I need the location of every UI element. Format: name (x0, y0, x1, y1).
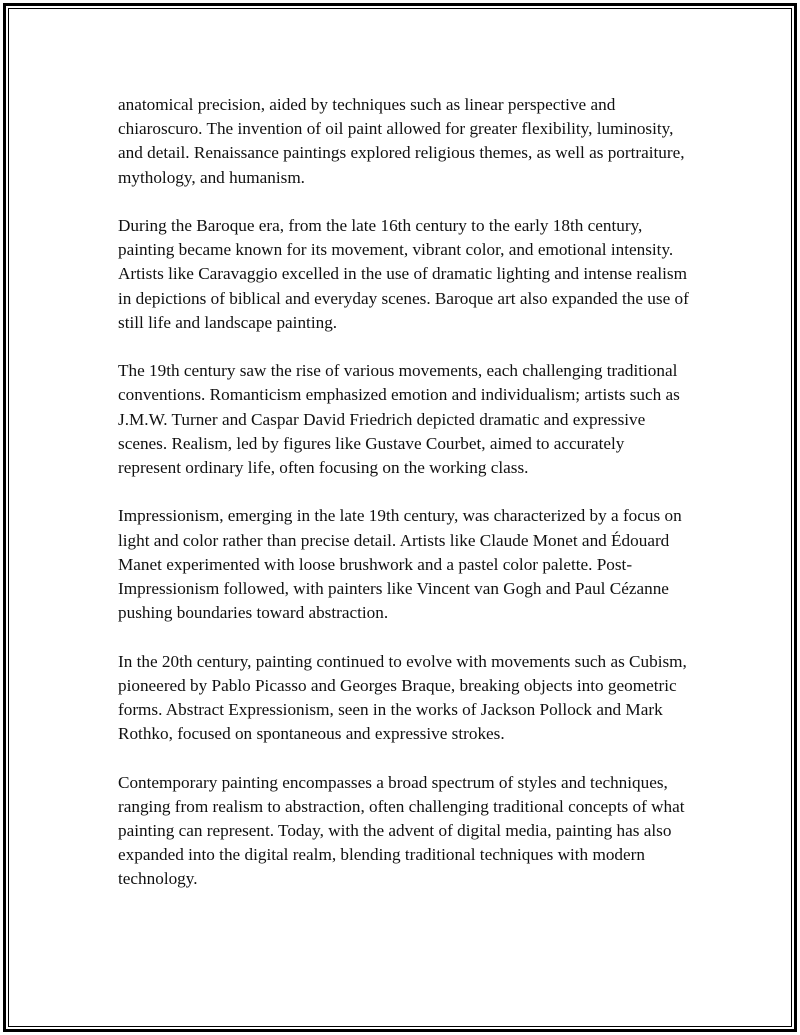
paragraph-renaissance: anatomical precision, aided by techniques such as linear perspective and chiaroscuro. The invention of oil paint allowed for greater flexibility, luminosity, and detail. Renaissance paintings explored religious themes, as well as portraiture, mythology, and humanism. (118, 95, 685, 187)
paragraph-19th-century: The 19th century saw the rise of various movements, each challenging traditional conventions. Romanticism emphasized emotion and individualism; artists such as J.M.W. Turner and Caspar David Friedrich depicted dramatic and expressive scenes. Realism, led by figures like Gustave Courbet, aimed to accurately represent ordinary life, often focusing on the working class. (118, 361, 680, 478)
paragraph-contemporary: Contemporary painting encompasses a broad spectrum of styles and techniques, ranging from realism to abstraction, often challenging traditional concepts of what painting can represent. Today, with the advent of digital media, painting has also expanded into the digital realm, blending traditional techniques with modern technology. (118, 772, 685, 889)
paragraph-impressionism: Impressionism, emerging in the late 19th century, was characterized by a focus on light and color rather than precise detail. Artists like Claude Monet and Édouard Manet experimented with loose brushwork and a pastel color palette. Post-Impressionism followed, with painters like Vincent van Gogh and Paul Cézanne pushing boundaries toward abstraction. (118, 506, 682, 623)
document-body (118, 93, 690, 916)
paragraph-baroque: During the Baroque era, from the late 16th century to the early 18th century, painting became known for its movement, vibrant color, and emotional intensity. Artists like Caravaggio excelled in the use of dramatic lighting and intense realism in depictions of biblical and everyday scenes. Baroque art also expanded the use of still life and landscape painting. (118, 216, 689, 332)
paragraph-20th-century: In the 20th century, painting continued to evolve with movements such as Cubism, pioneered by Pablo Picasso and Georges Braque, breaking objects into geometric forms. Abstract Expressionism, seen in the works of Jackson Pollock and Mark Rothko, focused on spontaneous and expressive strokes. (118, 651, 687, 744)
